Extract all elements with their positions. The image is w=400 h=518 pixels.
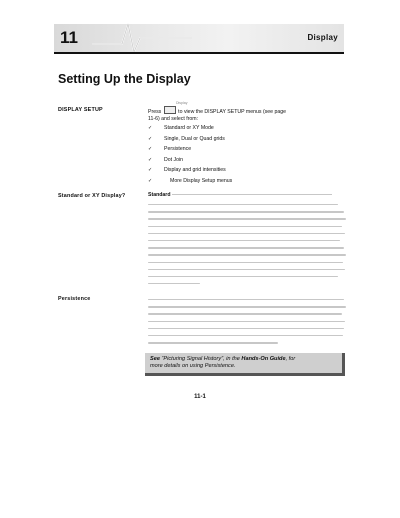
note-box [145,353,345,376]
check-icon: ✓ [148,156,153,163]
list-item: ✓ Dot Join [148,155,232,166]
note-quote: “Picturing Signal History”, in the [161,356,240,362]
note-suffix: , for [285,356,296,362]
intro-before-icon: Press [148,109,162,115]
page-number: 11-1 [194,394,206,400]
standard-lead-word: Standard [148,192,171,198]
check-icon: ✓ [148,146,153,152]
chapter-header [54,24,344,54]
display-key-icon [164,106,176,114]
display-options-list [148,123,232,186]
faded-paragraph-persistence [148,299,346,349]
check-icon: ✓ [148,125,153,131]
check-icon: ✓ [148,167,153,173]
persistence-label: Persistence [58,296,91,302]
note-guide: Hands-On Guide [241,356,286,362]
section-title: Setting Up the Display [58,72,191,86]
note-line2: more details on using Persistence. [150,363,236,370]
intro-line2: 11-6) and select from: [148,116,199,123]
chapter-title: Display [307,33,338,42]
check-icon: ✓ [148,135,153,142]
display-setup-label: DISPLAY SETUP [58,107,103,113]
waveform-decoration [92,18,192,56]
check-icon: ✓ [148,177,153,184]
list-item: ✓ Display and grid intensities [148,165,232,176]
note-prefix: See [150,356,160,362]
faded-paragraph-standard [148,204,346,290]
header-rule [54,52,344,54]
list-item: ✓ Persistence [148,144,232,155]
display-key-caption: Display [176,101,188,105]
list-item: ✓ More Display Setup menus [148,176,232,187]
list-item: ✓ Standard or XY Mode [148,123,232,134]
intro-after-icon: to view the DISPLAY SETUP menus (see page [178,109,287,115]
faded-text-line [172,194,332,195]
standard-xy-lead-line [148,192,348,199]
list-item: ✓ Single, Dual or Quad grids [148,134,232,145]
chapter-number: 11 [60,28,78,47]
standard-xy-label: Standard or XY Display? [58,193,126,199]
display-setup-intro [148,106,348,123]
